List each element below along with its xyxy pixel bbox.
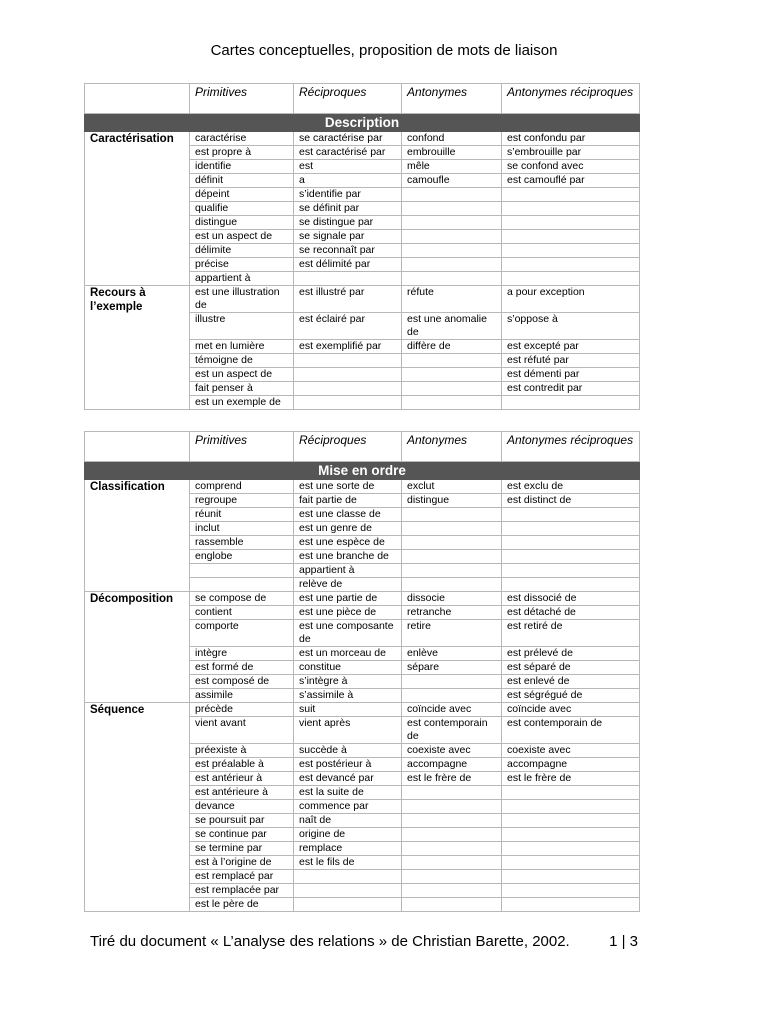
table-cell [402, 884, 502, 898]
table-cell [402, 856, 502, 870]
table-cell: s’oppose à [502, 313, 640, 340]
table-cell: identifie [190, 160, 294, 174]
table-cell [502, 842, 640, 856]
table-cell: est la suite de [294, 786, 402, 800]
table-cell [502, 244, 640, 258]
table-cell: préexiste à [190, 744, 294, 758]
section-title: Description [85, 114, 640, 132]
table-cell [402, 814, 502, 828]
table-cell [402, 188, 502, 202]
table-cell: est antérieur à [190, 772, 294, 786]
table-cell [402, 368, 502, 382]
page-number: 1 | 3 [609, 933, 638, 950]
table-cell [402, 272, 502, 286]
page-title: Cartes conceptuelles, proposition de mots de liaison [210, 42, 558, 59]
table-cell [502, 884, 640, 898]
table-cell [502, 536, 640, 550]
table-cell: camoufle [402, 174, 502, 188]
table-cell: remplace [294, 842, 402, 856]
table-cell: est un morceau de [294, 647, 402, 661]
table-cell: s’identifie par [294, 188, 402, 202]
table-cell: coïncide avec [502, 703, 640, 717]
table-cell: réunit [190, 508, 294, 522]
table-cell: coexiste avec [502, 744, 640, 758]
table-cell [402, 230, 502, 244]
table-cell: mêle [402, 160, 502, 174]
description-table [84, 83, 640, 410]
table-cell: exclut [402, 480, 502, 494]
table-cell: est un exemple de [190, 396, 294, 410]
mise-en-ordre-table [84, 431, 640, 912]
table-cell: se définit par [294, 202, 402, 216]
table-cell [402, 244, 502, 258]
table-cell: est une classe de [294, 508, 402, 522]
table-cell: confond [402, 132, 502, 146]
table-cell [294, 870, 402, 884]
table-cell: devance [190, 800, 294, 814]
column-header: Réciproques [294, 84, 402, 114]
table-cell: se confond avec [502, 160, 640, 174]
table-cell: est une branche de [294, 550, 402, 564]
table-cell [402, 689, 502, 703]
table-cell [294, 396, 402, 410]
table-cell [402, 396, 502, 410]
table-cell [402, 828, 502, 842]
table-cell: est une partie de [294, 592, 402, 606]
table-cell: s’embrouille par [502, 146, 640, 160]
table-cell [402, 786, 502, 800]
category-label: Caractérisation [85, 132, 190, 286]
category-label: Séquence [85, 703, 190, 912]
table-cell: est le père de [190, 898, 294, 912]
table-cell: appartient à [294, 564, 402, 578]
table-cell: intègre [190, 647, 294, 661]
table-row [85, 480, 640, 494]
table-cell [402, 354, 502, 368]
table-cell [502, 188, 640, 202]
table-cell [402, 536, 502, 550]
table-cell: est détaché de [502, 606, 640, 620]
table-cell: se termine par [190, 842, 294, 856]
table-cell: a [294, 174, 402, 188]
table-cell [402, 800, 502, 814]
table-cell [502, 230, 640, 244]
table-cell [502, 396, 640, 410]
table-cell: est prélevé de [502, 647, 640, 661]
table-cell: est un genre de [294, 522, 402, 536]
table-cell: est une espèce de [294, 536, 402, 550]
table-cell: appartient à [190, 272, 294, 286]
table-cell: retranche [402, 606, 502, 620]
table-cell [402, 564, 502, 578]
column-header [85, 84, 190, 114]
table-cell: fait partie de [294, 494, 402, 508]
table-cell: s’assimile à [294, 689, 402, 703]
table-cell: est excepté par [502, 340, 640, 354]
table-cell: est antérieure à [190, 786, 294, 800]
column-header: Antonymes [402, 84, 502, 114]
table-cell: témoigne de [190, 354, 294, 368]
table-cell: est formé de [190, 661, 294, 675]
table-cell: relève de [294, 578, 402, 592]
table-cell: est une illustration de [190, 286, 294, 313]
table-cell: est composé de [190, 675, 294, 689]
table-cell: est exemplifié par [294, 340, 402, 354]
table-cell [502, 564, 640, 578]
table-cell: se continue par [190, 828, 294, 842]
table-cell [190, 578, 294, 592]
table-cell: est distinct de [502, 494, 640, 508]
table-cell: est remplacé par [190, 870, 294, 884]
table-cell [294, 368, 402, 382]
table-cell: assimile [190, 689, 294, 703]
table-cell [502, 550, 640, 564]
table-cell: est [294, 160, 402, 174]
table-cell [402, 842, 502, 856]
table-row [85, 286, 640, 313]
table-cell: sépare [402, 661, 502, 675]
table-cell: enlève [402, 647, 502, 661]
table-cell [502, 578, 640, 592]
table-cell: est séparé de [502, 661, 640, 675]
table-row [85, 592, 640, 606]
table-cell: qualifie [190, 202, 294, 216]
table-cell [502, 508, 640, 522]
table-cell [502, 870, 640, 884]
table-cell [502, 800, 640, 814]
table-cell: est le fils de [294, 856, 402, 870]
footer-source: Tiré du document « L’analyse des relations » de Christian Barette, 2002. [90, 933, 570, 950]
table-cell: est délimité par [294, 258, 402, 272]
table-cell: embrouille [402, 146, 502, 160]
table-cell: distingue [402, 494, 502, 508]
table-cell: est contredit par [502, 382, 640, 396]
table-cell: distingue [190, 216, 294, 230]
table-cell [402, 522, 502, 536]
table-cell [502, 828, 640, 842]
column-header: Antonymes réciproques [502, 84, 640, 114]
table-cell: définit [190, 174, 294, 188]
table-cell: est propre à [190, 146, 294, 160]
table-cell [402, 508, 502, 522]
table-cell: est exclu de [502, 480, 640, 494]
table-cell [502, 202, 640, 216]
table-cell: précise [190, 258, 294, 272]
table-cell [402, 898, 502, 912]
table-cell: illustre [190, 313, 294, 340]
table-cell: est démenti par [502, 368, 640, 382]
table-cell: est postérieur à [294, 758, 402, 772]
table-cell: délimite [190, 244, 294, 258]
table-cell: diffère de [402, 340, 502, 354]
header-row [85, 84, 640, 114]
footer [90, 933, 638, 950]
table-cell: dissocie [402, 592, 502, 606]
table-cell: est éclairé par [294, 313, 402, 340]
table-cell [402, 258, 502, 272]
table-cell: précède [190, 703, 294, 717]
table-cell [294, 884, 402, 898]
table-cell [294, 272, 402, 286]
table-cell: est caractérisé par [294, 146, 402, 160]
table-cell: est réfuté par [502, 354, 640, 368]
table-cell: succède à [294, 744, 402, 758]
table-cell [294, 354, 402, 368]
table-cell: caractérise [190, 132, 294, 146]
table-cell [502, 898, 640, 912]
table-cell: est illustré par [294, 286, 402, 313]
table-cell: accompagne [502, 758, 640, 772]
table-cell: origine de [294, 828, 402, 842]
table-cell [502, 216, 640, 230]
table-cell [402, 216, 502, 230]
table-cell: se reconnaît par [294, 244, 402, 258]
table-cell: est à l’origine de [190, 856, 294, 870]
section-title: Mise en ordre [85, 462, 640, 480]
table-cell: s’intègre à [294, 675, 402, 689]
table-cell: englobe [190, 550, 294, 564]
table-cell: est préalable à [190, 758, 294, 772]
table-cell: se distingue par [294, 216, 402, 230]
table-cell [502, 856, 640, 870]
column-header [85, 432, 190, 462]
table-cell: coïncide avec [402, 703, 502, 717]
table-cell: est une pièce de [294, 606, 402, 620]
table-cell [402, 870, 502, 884]
table-cell: est devancé par [294, 772, 402, 786]
table-cell: naît de [294, 814, 402, 828]
section-band [85, 114, 640, 132]
table-cell [502, 272, 640, 286]
table-cell: est le frère de [502, 772, 640, 786]
table-cell: est un aspect de [190, 368, 294, 382]
table-cell: est enlevé de [502, 675, 640, 689]
column-header: Réciproques [294, 432, 402, 462]
table-cell: est ségrégué de [502, 689, 640, 703]
table-cell: comporte [190, 620, 294, 647]
table-cell [294, 382, 402, 396]
table-cell: commence par [294, 800, 402, 814]
table-cell: se caractérise par [294, 132, 402, 146]
table-cell: se poursuit par [190, 814, 294, 828]
column-header: Antonymes réciproques [502, 432, 640, 462]
table-cell: retire [402, 620, 502, 647]
category-label: Recours à l’exemple [85, 286, 190, 410]
table-row [85, 703, 640, 717]
table-cell: réfute [402, 286, 502, 313]
table-cell: fait penser à [190, 382, 294, 396]
table-cell: inclut [190, 522, 294, 536]
table-cell [190, 564, 294, 578]
table-cell: vient avant [190, 717, 294, 744]
table-cell: constitue [294, 661, 402, 675]
table-cell [402, 382, 502, 396]
table-cell [402, 675, 502, 689]
category-label: Décomposition [85, 592, 190, 703]
table-cell: vient après [294, 717, 402, 744]
table-cell [502, 522, 640, 536]
table-cell: coexiste avec [402, 744, 502, 758]
table-cell [502, 258, 640, 272]
table-cell [294, 898, 402, 912]
table-cell: se compose de [190, 592, 294, 606]
table-cell: comprend [190, 480, 294, 494]
table-cell: est remplacée par [190, 884, 294, 898]
table-cell: se signale par [294, 230, 402, 244]
table-cell: est un aspect de [190, 230, 294, 244]
table-cell: a pour exception [502, 286, 640, 313]
table-cell: est camouflé par [502, 174, 640, 188]
table-cell: dépeint [190, 188, 294, 202]
table-cell: est contemporain de [402, 717, 502, 744]
table-cell [502, 786, 640, 800]
table-cell [402, 578, 502, 592]
table-cell: rassemble [190, 536, 294, 550]
column-header: Primitives [190, 84, 294, 114]
table-cell: regroupe [190, 494, 294, 508]
table-cell: est dissocié de [502, 592, 640, 606]
section-band [85, 462, 640, 480]
table-cell: accompagne [402, 758, 502, 772]
table-cell: est le frère de [402, 772, 502, 786]
table-cell: est une anomalie de [402, 313, 502, 340]
table-cell [502, 814, 640, 828]
table-cell: est retiré de [502, 620, 640, 647]
category-label: Classification [85, 480, 190, 592]
table-cell: est confondu par [502, 132, 640, 146]
header-row [85, 432, 640, 462]
column-header: Antonymes [402, 432, 502, 462]
table-cell: met en lumière [190, 340, 294, 354]
table-cell [402, 550, 502, 564]
table-cell: est une composante de [294, 620, 402, 647]
table-cell: est contemporain de [502, 717, 640, 744]
table-row [85, 132, 640, 146]
table-cell: est une sorte de [294, 480, 402, 494]
table-cell [402, 202, 502, 216]
table-cell: contient [190, 606, 294, 620]
column-header: Primitives [190, 432, 294, 462]
table-cell: suit [294, 703, 402, 717]
